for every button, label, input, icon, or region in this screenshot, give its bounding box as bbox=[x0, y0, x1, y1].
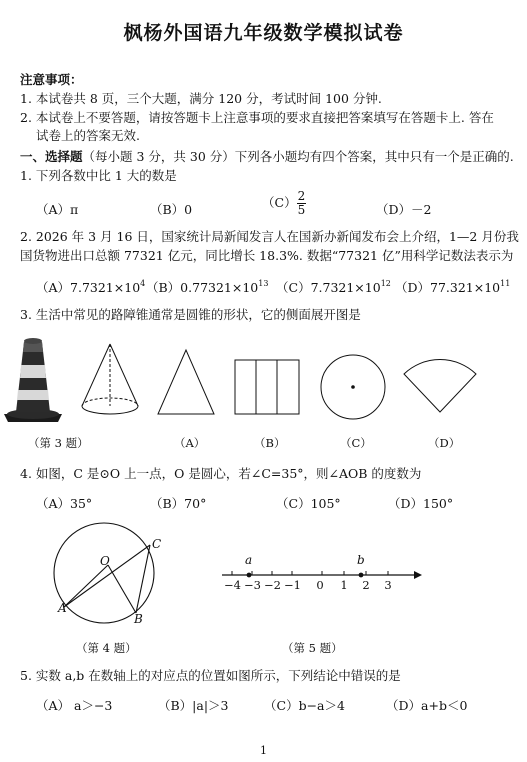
question-3-figures bbox=[0, 330, 527, 440]
fraction-denominator: 5 bbox=[297, 203, 306, 217]
q2-option-a-exponent: 4 bbox=[140, 279, 146, 288]
q2-option-c bbox=[276, 278, 391, 296]
cone-drawing bbox=[82, 344, 138, 414]
q2-option-b bbox=[146, 278, 268, 296]
q1-option-c bbox=[262, 190, 306, 217]
notes-item-2-line-1: 2. 本试卷上不要答题，请按答题卡上注意事项的要求直接把答案填写在答题卡上. 答在 bbox=[20, 110, 494, 125]
tick-label: 0 bbox=[316, 578, 324, 592]
tick-label: 1 bbox=[340, 578, 348, 592]
fraction-numerator: 2 bbox=[297, 189, 306, 203]
notes-heading: 注意事项： bbox=[20, 72, 83, 87]
figure-4-label-o: O bbox=[100, 554, 110, 568]
q1-option-c-prefix: （C） bbox=[262, 195, 297, 210]
notes-item-2-line-2: 试卷上的答案无效. bbox=[36, 128, 140, 143]
q1-option-d: （D）－2 bbox=[376, 202, 432, 217]
section-1-heading: 一、选择题 bbox=[20, 149, 83, 164]
tick-label: 2 bbox=[362, 578, 370, 592]
q2-option-c-base: （C）7.7321×10 bbox=[276, 280, 381, 295]
q2-option-c-exponent: 12 bbox=[380, 279, 391, 288]
tick-label: 3 bbox=[384, 578, 392, 592]
figure-3-caption: （第 3 题） bbox=[28, 436, 89, 450]
figure-4-label-a: A bbox=[58, 601, 67, 615]
q4-option-d: （D）150° bbox=[388, 496, 454, 511]
option-d-sector bbox=[404, 360, 476, 412]
notes-item-1: 1. 本试卷共 8 页，三个大题，满分 120 分，考试时间 100 分钟. bbox=[20, 91, 382, 106]
figure-option-d-caption: （D） bbox=[428, 436, 461, 450]
figure-4-label-c: C bbox=[152, 537, 162, 551]
number-line-point-a: a bbox=[245, 553, 253, 567]
page-title: 枫杨外国语九年级数学模拟试卷 bbox=[123, 22, 404, 44]
q2-option-a-base: （A）7.7321×10 bbox=[36, 280, 141, 295]
point-a-marker bbox=[247, 573, 252, 578]
q1-option-b: （B）0 bbox=[150, 202, 193, 217]
q2-option-b-base: （B）0.77321×10 bbox=[146, 280, 259, 295]
q4-option-b: （B）70° bbox=[150, 496, 207, 511]
q5-option-a: （A） a＞−3 bbox=[36, 698, 113, 713]
figure-4-label-b: B bbox=[134, 612, 143, 626]
question-4-stem: 4. 如图，C 是⊙O 上一点，O 是圆心，若∠C=35°，则∠AOB 的度数为 bbox=[20, 466, 422, 481]
figure-option-b-caption: （B） bbox=[254, 436, 286, 450]
figure-option-a-caption: （A） bbox=[174, 436, 206, 450]
figure-5-caption: （第 5 题） bbox=[282, 641, 343, 655]
q2-option-a bbox=[36, 278, 145, 296]
traffic-cone-image bbox=[4, 338, 62, 422]
question-2-line-2: 国货物进出口总额 77321 亿元，同比增长 18.3%. 数据“77321 亿”用科学记数法表示为 bbox=[20, 248, 514, 263]
q1-option-a: （A）π bbox=[36, 202, 79, 217]
section-1-description: （每小题 3 分，共 30 分）下列各小题均有四个答案，其中只有一个是正确的. bbox=[82, 149, 514, 164]
q4-option-a: （A）35° bbox=[36, 496, 93, 511]
question-4-figure bbox=[40, 515, 180, 633]
tick-label: −2 bbox=[264, 578, 281, 592]
tick-label: −1 bbox=[284, 578, 301, 592]
question-1-stem: 1. 下列各数中比 1 大的数是 bbox=[20, 168, 177, 183]
option-c-circle bbox=[321, 355, 385, 419]
section-1-header bbox=[20, 149, 514, 165]
question-2-line-1: 2. 2026 年 3 月 16 日，国家统计局新闻发言人在国新办新闻发布会上介绍，1—2 月份我 bbox=[20, 229, 519, 244]
q2-option-b-exponent: 13 bbox=[258, 279, 269, 288]
q1-option-c-fraction bbox=[297, 190, 307, 217]
figure-option-c-caption: （C） bbox=[340, 436, 372, 450]
q5-option-b: （B）|a|＞3 bbox=[158, 698, 229, 713]
q2-option-d-exponent: 11 bbox=[500, 279, 511, 288]
tick-label: −4 bbox=[224, 578, 241, 592]
number-line-point-b: b bbox=[357, 553, 365, 567]
q5-option-c: （C）b−a＞4 bbox=[264, 698, 345, 713]
page-number: 1 bbox=[260, 744, 267, 757]
question-3-stem: 3. 生活中常见的路障锥通常是圆锥的形状，它的侧面展开图是 bbox=[20, 307, 361, 322]
q2-option-d bbox=[395, 278, 510, 296]
tick-label: −3 bbox=[244, 578, 261, 592]
figure-4-caption: （第 4 题） bbox=[76, 641, 137, 655]
question-5-stem: 5. 实数 a,b 在数轴上的对应点的位置如图所示，下列结论中错误的是 bbox=[20, 668, 401, 683]
q4-option-c: （C）105° bbox=[276, 496, 341, 511]
q2-option-d-base: （D）77.321×10 bbox=[395, 280, 501, 295]
option-b-rectangle bbox=[235, 360, 299, 414]
option-a-triangle bbox=[158, 350, 214, 414]
point-b-marker bbox=[359, 573, 364, 578]
q5-option-d: （D）a+b＜0 bbox=[386, 698, 468, 713]
